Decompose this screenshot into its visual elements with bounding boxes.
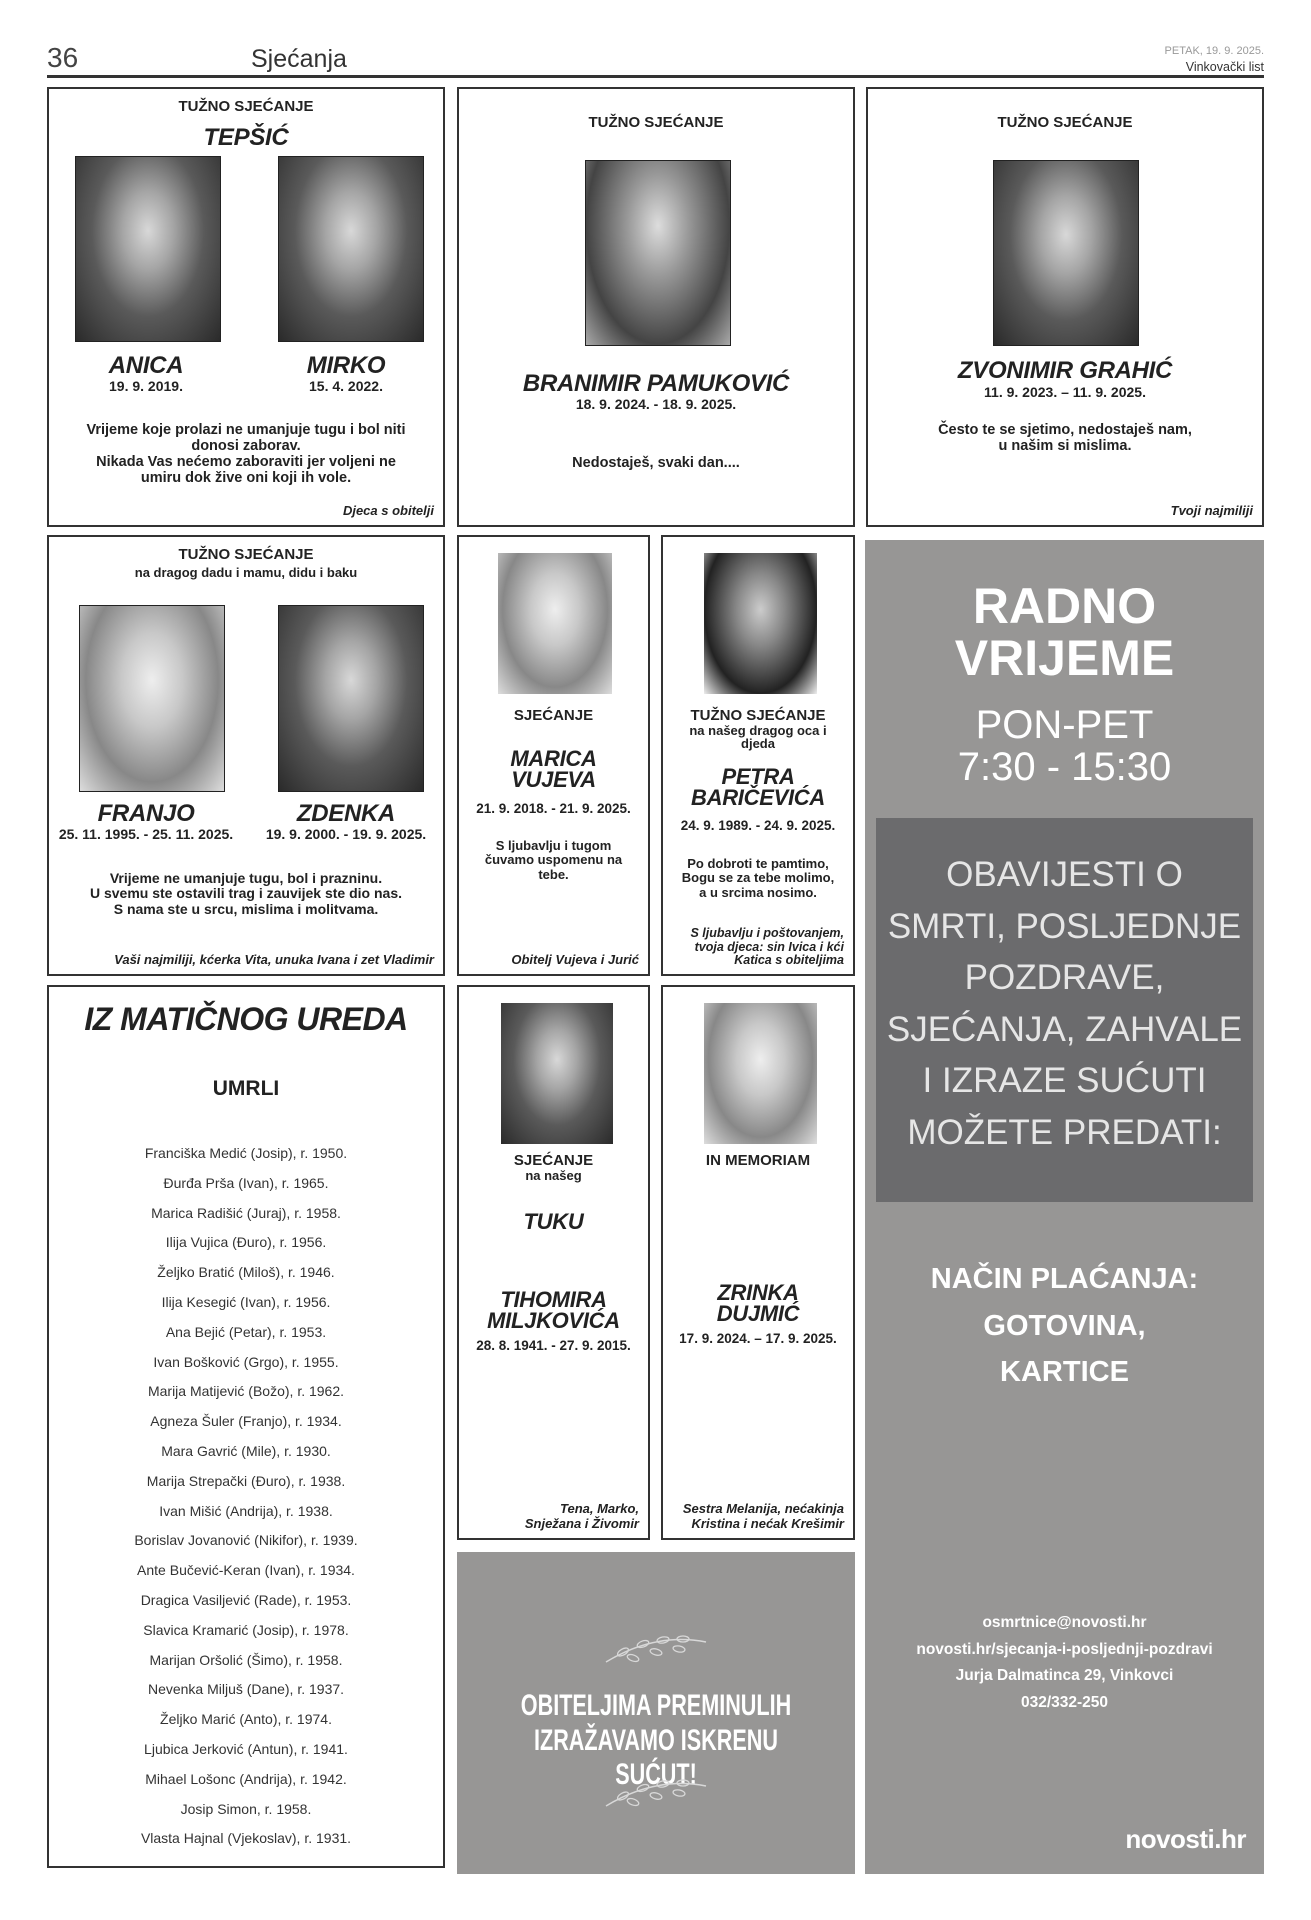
info-line: SJEĆANJA, ZAHVALE bbox=[886, 1009, 1243, 1049]
person-dates: 15. 4. 2022. bbox=[309, 378, 383, 394]
contact-address: Jurja Dalmatinca 29, Vinkovci bbox=[955, 1667, 1174, 1684]
name-line: VUJEVA bbox=[511, 766, 596, 792]
notice-title: IN MEMORIAM bbox=[705, 1152, 811, 1169]
registry-entry: Mihael Lošonc (Andrija), r. 1942. bbox=[145, 1770, 347, 1787]
office-hours-ad bbox=[865, 540, 1264, 1874]
notice-subtitle bbox=[663, 724, 853, 750]
registry-entry: Marija Matijević (Božo), r. 1962. bbox=[147, 1383, 345, 1400]
registry-entry: Slavica Kramarić (Josip), r. 1978. bbox=[143, 1621, 349, 1638]
nickname: TUKU bbox=[523, 1209, 584, 1234]
registry-entry: Ivan Bošković (Grgo), r. 1955. bbox=[153, 1353, 339, 1370]
registry-entry: Dragica Vasiljević (Rade), r. 1953. bbox=[140, 1592, 352, 1608]
ad-days: PON-PET bbox=[975, 703, 1154, 747]
person-dates: 18. 9. 2024. - 18. 9. 2025. bbox=[575, 396, 737, 412]
text-line: Često te se sjetimo, nedostaješ nam, bbox=[938, 422, 1192, 438]
signature-line: Tena, Marko, bbox=[560, 1501, 639, 1517]
text-line: u našim si mislima. bbox=[998, 437, 1132, 454]
person-name bbox=[459, 1287, 648, 1333]
info-line: OBAVIJESTI O bbox=[946, 855, 1183, 894]
portrait-photo bbox=[498, 553, 612, 694]
person-dates: 28. 8. 1941. - 27. 9. 2015. bbox=[476, 1338, 631, 1353]
notice-tepsic bbox=[47, 87, 445, 527]
signature: Vaši najmiliji, kćerka Vita, unuka Ivana i zet Vladimir bbox=[114, 952, 434, 968]
text-line: donosi zaborav. bbox=[191, 437, 301, 454]
registry-deaths bbox=[47, 985, 445, 1868]
portrait-photo bbox=[75, 156, 221, 342]
registry-title: IZ MATIČNOG UREDA bbox=[84, 1001, 408, 1037]
name-line: TIHOMIRA bbox=[500, 1287, 607, 1312]
person-name: ANICA bbox=[108, 352, 184, 379]
registry-entry: Đurđa Prša (Ivan), r. 1965. bbox=[163, 1174, 329, 1191]
publication-name: Vinkovački list bbox=[1185, 60, 1264, 74]
person-dates: 17. 9. 2024. – 17. 9. 2025. bbox=[679, 1331, 837, 1346]
notice-title: SJEĆANJE bbox=[513, 1152, 594, 1169]
person-dates: 21. 9. 2018. - 21. 9. 2025. bbox=[476, 801, 631, 816]
portrait-photo bbox=[993, 160, 1139, 346]
text-line: U svemu ste ostavili trag i zauvijek ste dio nas. bbox=[89, 885, 402, 902]
text-line: Vrijeme ne umanjuje tugu, bol i prazninu. bbox=[109, 870, 383, 886]
registry-entry: Marijan Oršolić (Šimo), r. 1958. bbox=[149, 1651, 343, 1668]
registry-entry: Ljubica Jerković (Antun), r. 1941. bbox=[144, 1741, 348, 1757]
name-line: DUJMIĆ bbox=[716, 1300, 800, 1326]
text-line: a u srcima nosimo. bbox=[699, 884, 817, 900]
notice-text bbox=[868, 423, 1262, 455]
title-line: RADNO bbox=[972, 578, 1157, 634]
notice-title: TUŽNO SJEĆANJE bbox=[178, 546, 314, 563]
registry-entry: Josip Simon, r. 1958. bbox=[180, 1800, 312, 1817]
portrait-photo bbox=[278, 156, 424, 342]
registry-entry: Borislav Jovanović (Nikifor), r. 1939. bbox=[134, 1532, 358, 1549]
info-line: I IZRAZE SUĆUTI bbox=[922, 1061, 1207, 1100]
notice-grahic bbox=[866, 87, 1264, 527]
contact-url[interactable]: novosti.hr/sjecanja-i-posljednji-pozdravi bbox=[916, 1640, 1213, 1658]
info-line: POZDRAVE, bbox=[964, 958, 1165, 997]
notice-pamukovic bbox=[457, 87, 855, 527]
portrait-photo bbox=[585, 160, 731, 346]
notice-title: TUŽNO SJEĆANJE bbox=[178, 98, 314, 115]
notice-text bbox=[663, 857, 853, 900]
text-line: čuvamo uspomenu na bbox=[484, 852, 623, 868]
subtitle-line: na našeg dragog oca i bbox=[689, 723, 827, 738]
subtitle-line: djeda bbox=[741, 736, 775, 751]
registry-subtitle: UMRLI bbox=[212, 1077, 280, 1100]
person-name: ZVONIMIR GRAHIĆ bbox=[957, 357, 1173, 384]
person-name bbox=[663, 764, 853, 810]
person-name: MIRKO bbox=[306, 352, 386, 379]
registry-entry: Ante Bučević-Keran (Ivan), r. 1934. bbox=[137, 1562, 355, 1579]
notice-baricevic bbox=[661, 535, 855, 976]
text-line: umiru dok žive oni koji ih vole. bbox=[140, 469, 352, 486]
registry-entry: Vlasta Hajnal (Vjekoslav), r. 1931. bbox=[140, 1830, 352, 1847]
notice-dujmic bbox=[661, 985, 855, 1540]
signature-line: Kristina i nećak Krešimir bbox=[691, 1516, 844, 1532]
payment-line: KARTICE bbox=[1000, 1356, 1129, 1388]
ad-title bbox=[865, 580, 1264, 684]
header-rule bbox=[47, 75, 1264, 78]
payment-info bbox=[865, 1256, 1264, 1396]
condolence-line: OBITELJIMA PREMINULIH bbox=[520, 1689, 792, 1722]
notice-text: Nedostaješ, svaki dan.... bbox=[572, 455, 740, 471]
person-name: BRANIMIR PAMUKOVIĆ bbox=[522, 370, 790, 397]
info-line: MOŽETE PREDATI: bbox=[907, 1112, 1222, 1152]
text-line: Po dobroti te pamtimo, bbox=[687, 856, 829, 871]
signature: Tvoji najmiliji bbox=[1170, 503, 1253, 519]
portrait-photo bbox=[704, 553, 817, 694]
person-dates: 25. 11. 1995. - 25. 11. 2025. bbox=[58, 826, 234, 842]
notice-text bbox=[49, 423, 443, 487]
notice-subtitle: na dragog dadu i mamu, didu i baku bbox=[134, 565, 358, 580]
notice-vujeva bbox=[457, 535, 650, 976]
signature: Djeca s obitelji bbox=[342, 503, 434, 519]
registry-entry: Željko Bratić (Miloš), r. 1946. bbox=[157, 1264, 335, 1281]
portrait-photo bbox=[704, 1003, 817, 1144]
text-line: S ljubavlju i tugom bbox=[495, 838, 612, 853]
notice-title: TUŽNO SJEĆANJE bbox=[997, 114, 1133, 131]
registry-entry: Ana Bejić (Petar), r. 1953. bbox=[165, 1323, 327, 1340]
notice-subtitle: na našeg bbox=[525, 1168, 582, 1183]
signature-line: S ljubavlju i poštovanjem, bbox=[690, 925, 844, 940]
person-name: FRANJO bbox=[97, 800, 195, 827]
registry-entry: Franciška Medić (Josip), r. 1950. bbox=[144, 1145, 348, 1161]
name-line: MILJKOVIĆA bbox=[487, 1307, 620, 1333]
condolence-line: IZRAŽAVAMO ISKRENU SUĆUT! bbox=[533, 1723, 778, 1791]
text-line: tebe. bbox=[538, 866, 569, 882]
laurel-icon bbox=[601, 1632, 711, 1670]
payment-line: GOTOVINA, bbox=[983, 1309, 1146, 1342]
notice-text bbox=[459, 839, 648, 882]
registry-entry: Marica Radišić (Juraj), r. 1958. bbox=[151, 1204, 341, 1221]
signature: Obitelj Vujeva i Jurić bbox=[511, 952, 639, 968]
person-name bbox=[663, 1280, 853, 1326]
issue-date: PETAK, 19. 9. 2025. bbox=[1164, 45, 1264, 57]
registry-entry: Ilija Vujica (Đuro), r. 1956. bbox=[165, 1234, 327, 1251]
info-text bbox=[876, 849, 1253, 1158]
page-number: 36 bbox=[47, 42, 79, 73]
person-dates: 19. 9. 2019. bbox=[109, 378, 183, 394]
notice-franjo-zdenka bbox=[47, 535, 445, 976]
registry-entry: Marija Strepački (Đuro), r. 1938. bbox=[146, 1472, 346, 1489]
person-dates: 24. 9. 1989. - 24. 9. 2025. bbox=[680, 818, 836, 833]
name-line: MARICA bbox=[510, 746, 597, 771]
notice-title: SJEĆANJE bbox=[513, 707, 594, 724]
registry-entry: Agneza Šuler (Franjo), r. 1934. bbox=[150, 1413, 342, 1430]
title-line: VRIJEME bbox=[954, 630, 1175, 686]
signature bbox=[683, 1502, 844, 1532]
section-title: Sjećanja bbox=[251, 45, 347, 73]
name-line: PETRA bbox=[721, 764, 795, 789]
name-line: ZRINKA bbox=[717, 1280, 799, 1305]
info-box bbox=[876, 818, 1253, 1202]
registry-entry: Mara Gavrić (Mile), r. 1930. bbox=[161, 1443, 331, 1459]
person-name bbox=[459, 746, 648, 792]
name-line: BARIČEVIĆA bbox=[691, 784, 825, 810]
laurel-icon bbox=[601, 1776, 711, 1814]
contact-email[interactable]: osmrtnice@novosti.hr bbox=[982, 1614, 1147, 1631]
registry-entry: Nevenka Miljuš (Dane), r. 1937. bbox=[147, 1681, 345, 1698]
notice-title: TUŽNO SJEĆANJE bbox=[588, 114, 724, 131]
signature-line: Katica s obiteljima bbox=[734, 953, 844, 968]
signature-line: Sestra Melanija, nećakinja bbox=[682, 1501, 844, 1517]
contact-phone: 032/332-250 bbox=[1020, 1693, 1109, 1711]
portrait-photo bbox=[79, 605, 225, 792]
person-dates: 11. 9. 2023. – 11. 9. 2025. bbox=[984, 384, 1146, 400]
person-name: ZDENKA bbox=[296, 800, 396, 827]
registry-entry: Željko Marić (Anto), r. 1974. bbox=[160, 1711, 332, 1728]
condolence-box bbox=[457, 1552, 855, 1874]
text-line: Bogu se za tebe molimo, bbox=[681, 870, 835, 886]
portrait-photo bbox=[501, 1003, 613, 1144]
text-line: Nikada Vas nećemo zaboraviti jer voljeni ne bbox=[96, 453, 396, 470]
signature-line: tvoja djeca: sin Ivica i kći bbox=[694, 939, 844, 954]
notice-text bbox=[49, 871, 443, 917]
registry-entry: Ivan Mišić (Andrija), r. 1938. bbox=[159, 1502, 333, 1519]
signature bbox=[525, 1502, 639, 1532]
signature-line: Snježana i Živomir bbox=[524, 1516, 639, 1532]
signature bbox=[690, 927, 844, 968]
info-line: SMRTI, POSLJEDNJE bbox=[887, 906, 1242, 946]
registry-entry: Ilija Kesegić (Ivan), r. 1956. bbox=[161, 1294, 331, 1310]
notice-title: TUŽNO SJEĆANJE bbox=[690, 707, 826, 724]
text-line: Vrijeme koje prolazi ne umanjuje tugu i bol niti bbox=[86, 422, 406, 438]
text-line: S nama ste u srcu, mislima i molitvama. bbox=[113, 900, 379, 917]
payment-line: NAČIN PLAĆANJA: bbox=[930, 1263, 1199, 1295]
family-name: TEPŠIĆ bbox=[203, 124, 289, 151]
ad-hours: 7:30 - 15:30 bbox=[957, 745, 1172, 789]
novosti-logo: novosti.hr bbox=[1125, 1824, 1246, 1854]
person-dates: 19. 9. 2000. - 19. 9. 2025. bbox=[265, 826, 427, 842]
portrait-photo bbox=[278, 605, 424, 792]
contact-info bbox=[865, 1610, 1264, 1716]
notice-miljkovic bbox=[457, 985, 650, 1540]
